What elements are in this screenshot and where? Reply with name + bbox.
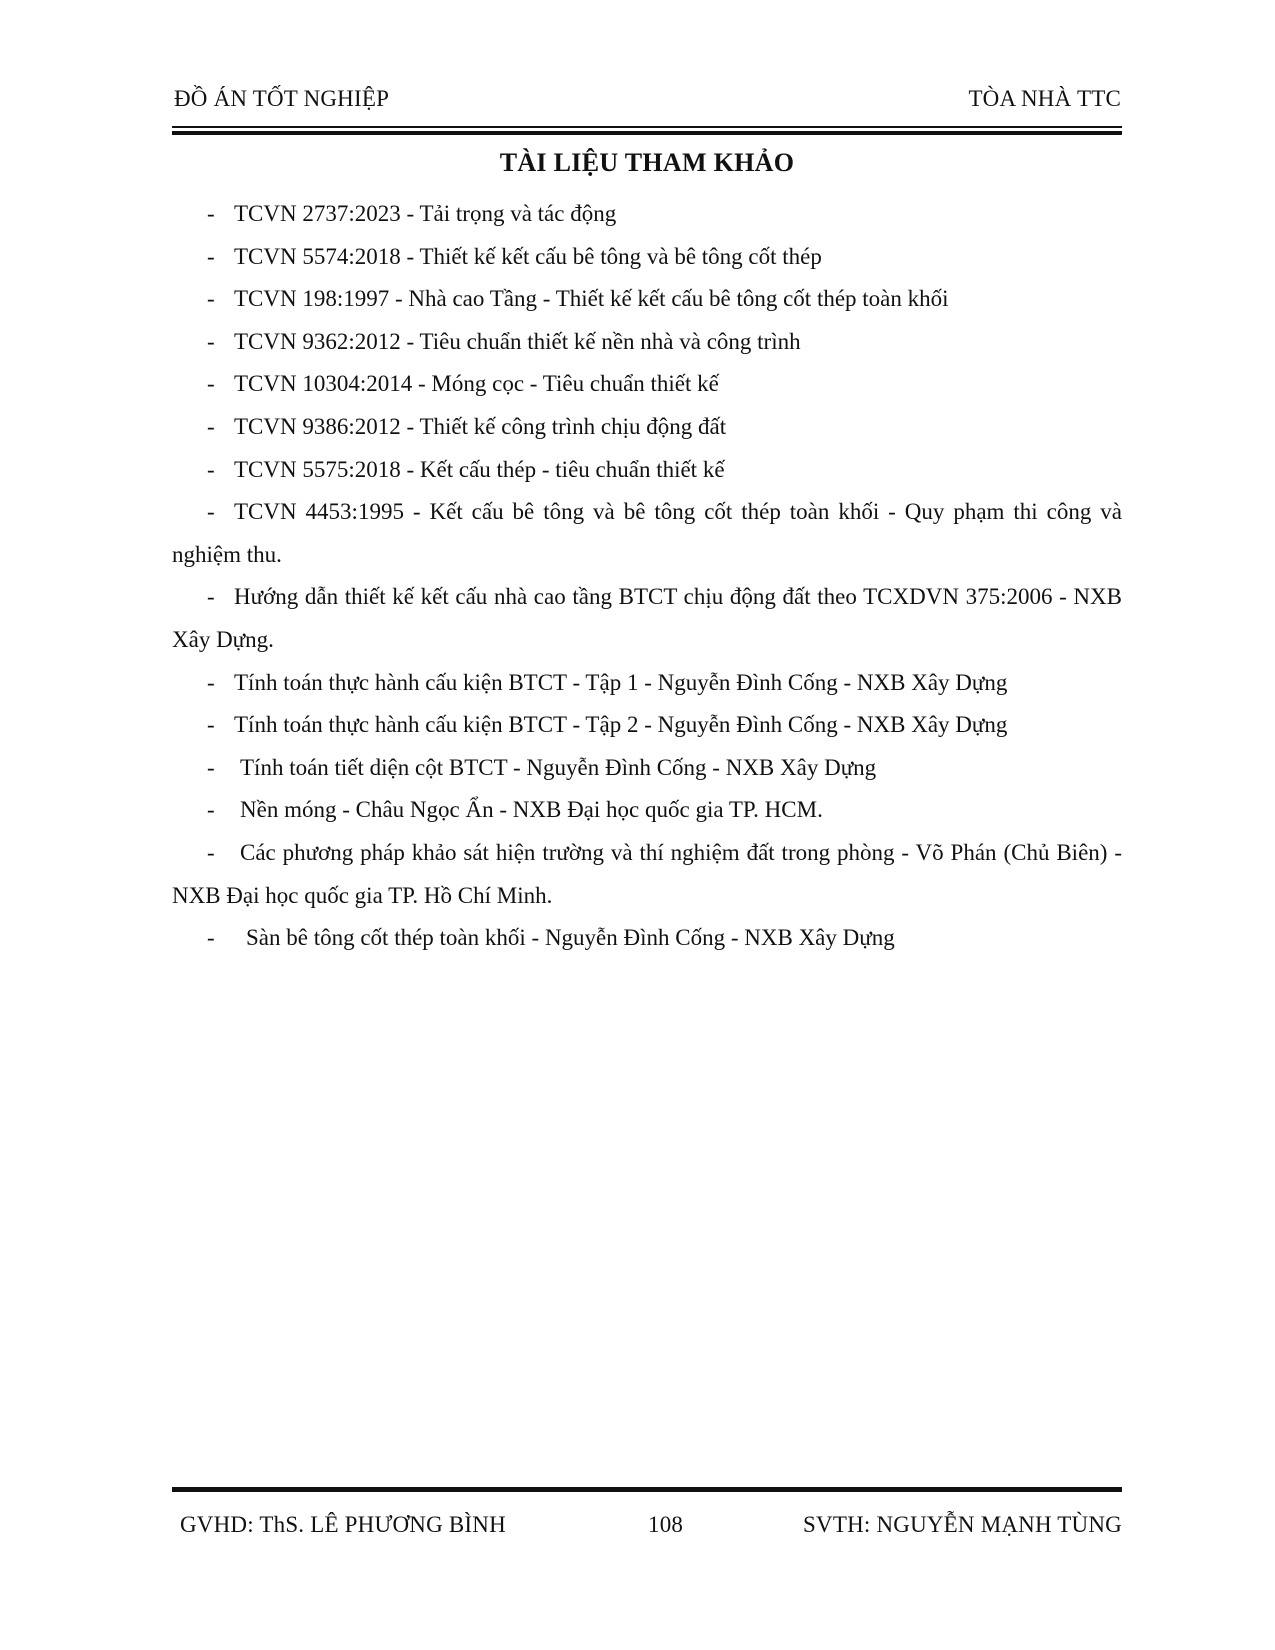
reference-item <box>172 363 1122 406</box>
list-dash: - <box>207 286 215 312</box>
reference-item <box>172 576 1122 661</box>
reference-text: TCVN 10304:2014 - Móng cọc - Tiêu chuẩn thiết kế <box>234 371 719 397</box>
header-right-text: TÒA NHÀ TTC <box>968 86 1121 111</box>
list-dash: - <box>207 925 215 951</box>
reference-item <box>172 747 1122 790</box>
reference-item <box>172 449 1122 492</box>
reference-text: Tính toán tiết diện cột BTCT - Nguyễn Đình Cống - NXB Xây Dựng <box>240 754 877 780</box>
reference-text: Sàn bê tông cốt thép toàn khối - Nguyễn Đình Cống - NXB Xây Dựng <box>246 925 895 951</box>
reference-text: Hướng dẫn thiết kế kết cấu nhà cao tầng BTCT chịu động đất theo TCXDVN 375:2006 - NXB Xây Dựng. <box>172 584 1122 652</box>
list-dash: - <box>207 243 215 269</box>
list-dash: - <box>207 413 215 439</box>
reference-item <box>172 491 1122 576</box>
list-dash: - <box>207 669 215 695</box>
reference-item <box>172 704 1122 747</box>
reference-item <box>172 406 1122 449</box>
reference-item <box>172 789 1122 832</box>
footer-rule <box>172 1487 1122 1492</box>
reference-text: TCVN 2737:2023 - Tải trọng và tác động <box>234 201 617 226</box>
list-dash: - <box>207 499 215 525</box>
reference-item <box>172 832 1122 917</box>
list-dash: - <box>207 584 215 610</box>
list-dash: - <box>207 328 215 354</box>
header-left-text: ĐỒ ÁN TỐT NGHIỆP <box>174 86 390 111</box>
reference-text: Các phương pháp khảo sát hiện trường và thí nghiệm đất trong phòng - Võ Phán (Chủ Biên) - NXB Đại học quốc gia TP. Hồ Chí Minh. <box>172 839 1122 908</box>
reference-item <box>172 193 1122 236</box>
reference-text: Tính toán thực hành cấu kiện BTCT - Tập 2 - Nguyễn Đình Cống - NXB Xây Dựng <box>234 712 1008 738</box>
reference-item <box>172 917 1122 960</box>
reference-text: TCVN 198:1997 - Nhà cao Tầng - Thiết kế kết cấu bê tông cốt thép toàn khối <box>234 286 949 312</box>
footer-student: SVTH: NGUYỄN MẠNH TÙNG <box>803 1512 1122 1537</box>
header-rule-thick <box>172 131 1122 135</box>
reference-text: TCVN 5574:2018 - Thiết kế kết cấu bê tông và bê tông cốt thép <box>234 243 822 269</box>
reference-text: TCVN 9362:2012 - Tiêu chuẩn thiết kế nền nhà và công trình <box>234 328 801 354</box>
reference-text: TCVN 4453:1995 - Kết cấu bê tông và bê tông cốt thép toàn khối - Quy phạm thi công và nghiệm thu. <box>172 499 1122 567</box>
list-dash: - <box>207 712 215 738</box>
reference-list <box>172 193 1122 960</box>
reference-text: TCVN 5575:2018 - Kết cấu thép - tiêu chuẩn thiết kế <box>234 456 725 482</box>
list-dash: - <box>207 797 215 823</box>
list-dash: - <box>207 754 215 780</box>
header-rule-thin <box>172 126 1122 128</box>
reference-text: TCVN 9386:2012 - Thiết kế công trình chịu động đất <box>234 413 727 439</box>
list-dash: - <box>207 201 215 226</box>
reference-item <box>172 278 1122 321</box>
reference-text: Tính toán thực hành cấu kiện BTCT - Tập 1 - Nguyễn Đình Cống - NXB Xây Dựng <box>234 669 1008 695</box>
reference-item <box>172 236 1122 279</box>
reference-item <box>172 662 1122 705</box>
reference-text: Nền móng - Châu Ngọc Ẩn - NXB Đại học quốc gia TP. HCM. <box>240 797 823 823</box>
list-dash: - <box>207 839 215 865</box>
reference-item <box>172 321 1122 364</box>
footer-advisor: GVHD: ThS. LÊ PHƯƠNG BÌNH <box>180 1512 506 1537</box>
page-title: TÀI LIỆU THAM KHẢO <box>499 148 795 177</box>
page-number: 108 <box>648 1512 684 1537</box>
list-dash: - <box>207 456 215 482</box>
list-dash: - <box>207 371 215 397</box>
